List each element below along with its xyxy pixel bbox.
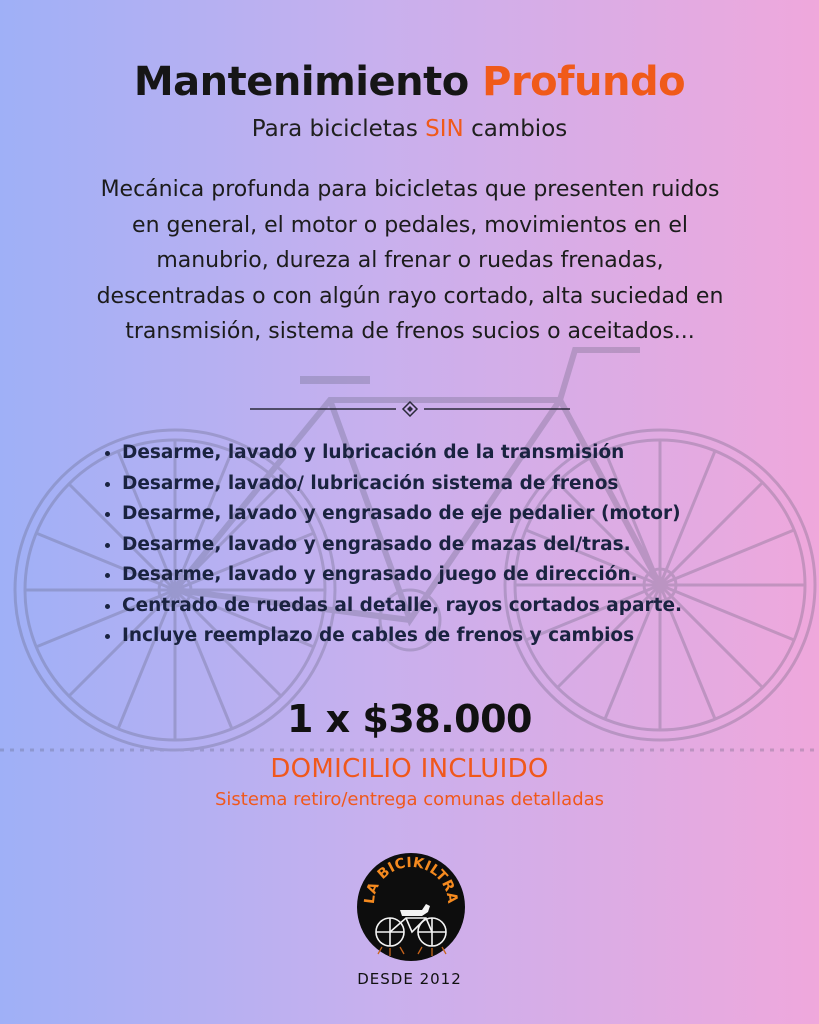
list-item: • Desarme, lavado y engrasado de mazas del/tras. [122,530,782,561]
list-item: • Desarme, lavado/ lubricación sistema de frenos [122,469,782,500]
title-main: Mantenimiento [133,59,469,105]
service-description: Mecánica profunda para bicicletas que presenten ruidos en general, el motor o pedales, movimientos en el manubrio, dureza al frenar o ruedas frenadas, descentradas o con algún rayo cortado, alta suciedad en transmisión, sistema de frenos sucios o aceitados... [96,177,724,344]
subtitle-post: cambios [471,116,568,142]
features-list [100,438,782,652]
title-accent: Profundo [482,59,686,105]
list-item: • Desarme, lavado y lubricación de la transmisión [122,438,782,469]
delivery-label: DOMICILIO INCLUIDO [270,754,549,784]
list-item: • Desarme, lavado y engrasado juego de dirección. [122,560,782,591]
subtitle-accent: SIN [425,116,464,142]
diamond-divider-icon [250,401,570,417]
since-label: DESDE 2012 [357,970,462,988]
page-title [0,56,819,108]
bicikiltra-logo-icon [356,852,466,962]
page-subtitle [0,114,819,144]
delivery-note: Sistema retiro/entrega comunas detalladas [214,789,605,810]
price: 1 x $38.000 [287,697,532,741]
logo-text: LA BICIKILTRA [361,854,461,905]
subtitle-pre: Para bicicletas [251,116,418,142]
list-item: • Centrado de ruedas al detalle, rayos cortados aparte. [122,591,782,622]
list-item: • Desarme, lavado y engrasado de eje pedalier (motor) [122,499,782,530]
list-item: • Incluye reemplazo de cables de frenos y cambios [122,621,782,652]
